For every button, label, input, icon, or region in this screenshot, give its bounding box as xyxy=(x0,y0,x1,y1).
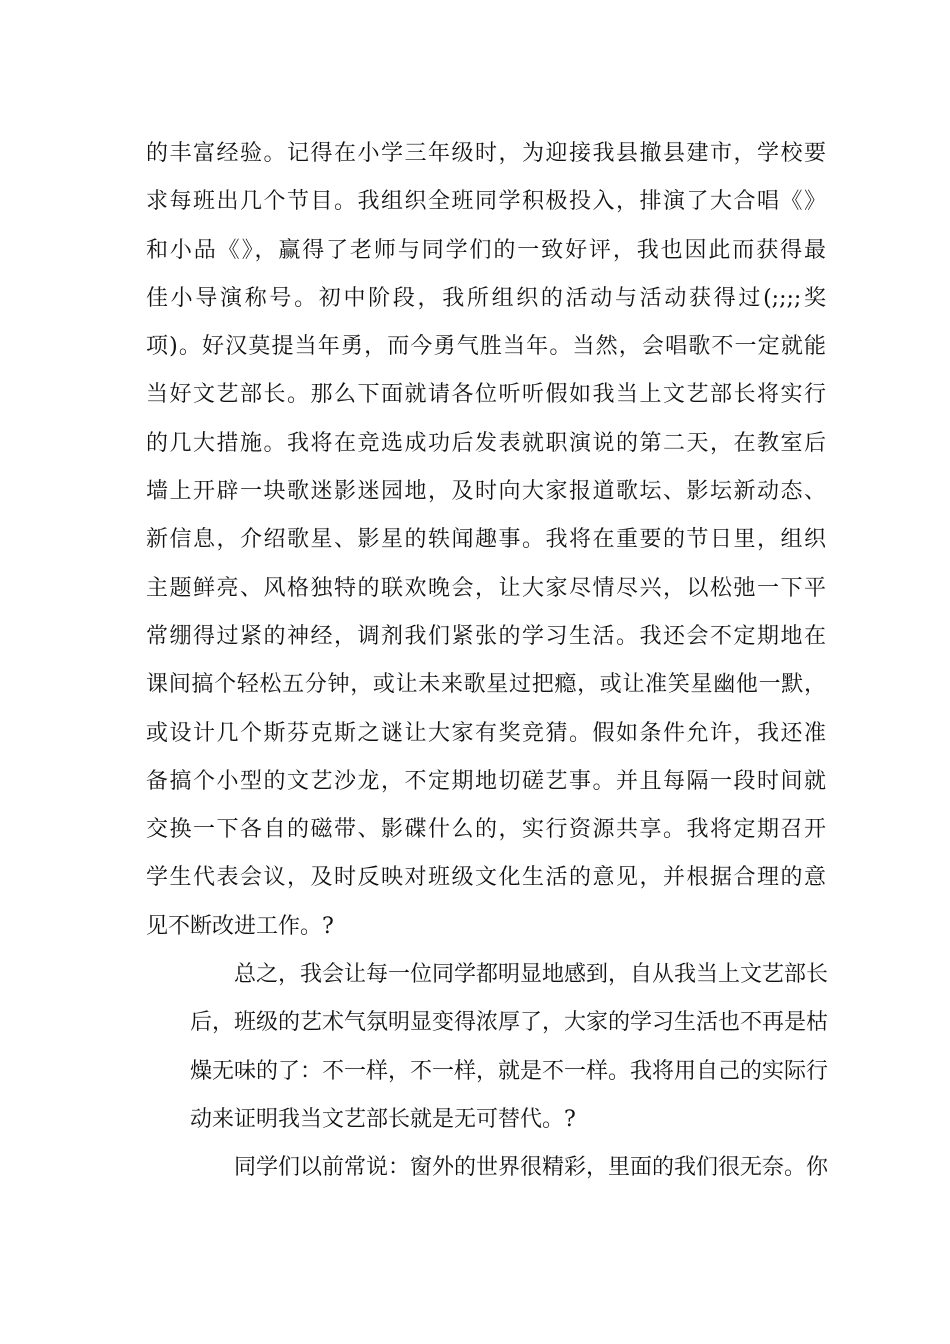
text-line: 备搞个小型的文艺沙龙，不定期地切磋艺事。并且每隔一段时间就 xyxy=(146,768,826,794)
text-line: 求每班出几个节目。我组织全班同学积极投入，排演了大合唱《》 xyxy=(146,189,826,215)
text-line: 当好文艺部长。那么下面就请各位听听假如我当上文艺部长将实行 xyxy=(146,382,826,408)
text-line: 见不断改进工作。? xyxy=(146,913,334,939)
text-line: 主题鲜亮、风格独特的联欢晚会，让大家尽情尽兴，以松弛一下平 xyxy=(146,575,826,601)
text-line: 课间搞个轻松五分钟，或让未来歌星过把瘾，或让准笑星幽他一默， xyxy=(146,672,826,698)
text-line: 交换一下各自的磁带、影碟什么的，实行资源共享。我将定期召开 xyxy=(146,817,826,843)
paragraph-3 xyxy=(146,1144,829,1192)
text-line: 和小品《》，赢得了老师与同学们的一致好评，我也因此而获得最 xyxy=(146,237,826,263)
text-line: 佳小导演称号。初中阶段，我所组织的活动与活动获得过(;;;;奖 xyxy=(146,285,826,311)
text-line: 的丰富经验。记得在小学三年级时，为迎接我县撤县建市，学校要 xyxy=(146,141,826,166)
text-line: 新信息，介绍歌星、影星的轶闻趣事。我将在重要的节日里，组织 xyxy=(146,527,826,553)
body-text xyxy=(146,130,829,1193)
text-line: 或设计几个斯芬克斯之谜让大家有奖竞猜。假如条件允许，我还准 xyxy=(146,720,826,746)
text-line: 常绷得过紧的神经，调剂我们紧张的学习生活。我还会不定期地在 xyxy=(146,623,826,649)
text-line: 同学们以前常说：窗外的世界很精彩，里面的我们很无奈。你 xyxy=(234,1155,829,1181)
paragraph-2 xyxy=(146,951,829,1144)
text-line: 学生代表会议，及时反映对班级文化生活的意见，并根据合理的意 xyxy=(146,865,826,891)
text-line: 总之，我会让每一位同学都明显地感到，自从我当上文艺部长 xyxy=(234,962,829,988)
text-line: 项)。好汉莫提当年勇，而今勇气胜当年。当然，会唱歌不一定就能 xyxy=(146,334,826,360)
text-line: 后，班级的艺术气氛明显变得浓厚了，大家的学习生活也不再是枯 xyxy=(190,1010,829,1036)
paragraph-1 xyxy=(146,130,826,951)
text-line: 墙上开辟一块歌迷影迷园地，及时向大家报道歌坛、影坛新动态、 xyxy=(146,479,826,505)
text-line: 的几大措施。我将在竞选成功后发表就职演说的第二天，在教室后 xyxy=(146,430,826,456)
text-line: 动来证明我当文艺部长就是无可替代。? xyxy=(190,1106,576,1132)
text-line: 燥无味的了：不一样，不一样，就是不一样。我将用自己的实际行 xyxy=(190,1058,829,1084)
